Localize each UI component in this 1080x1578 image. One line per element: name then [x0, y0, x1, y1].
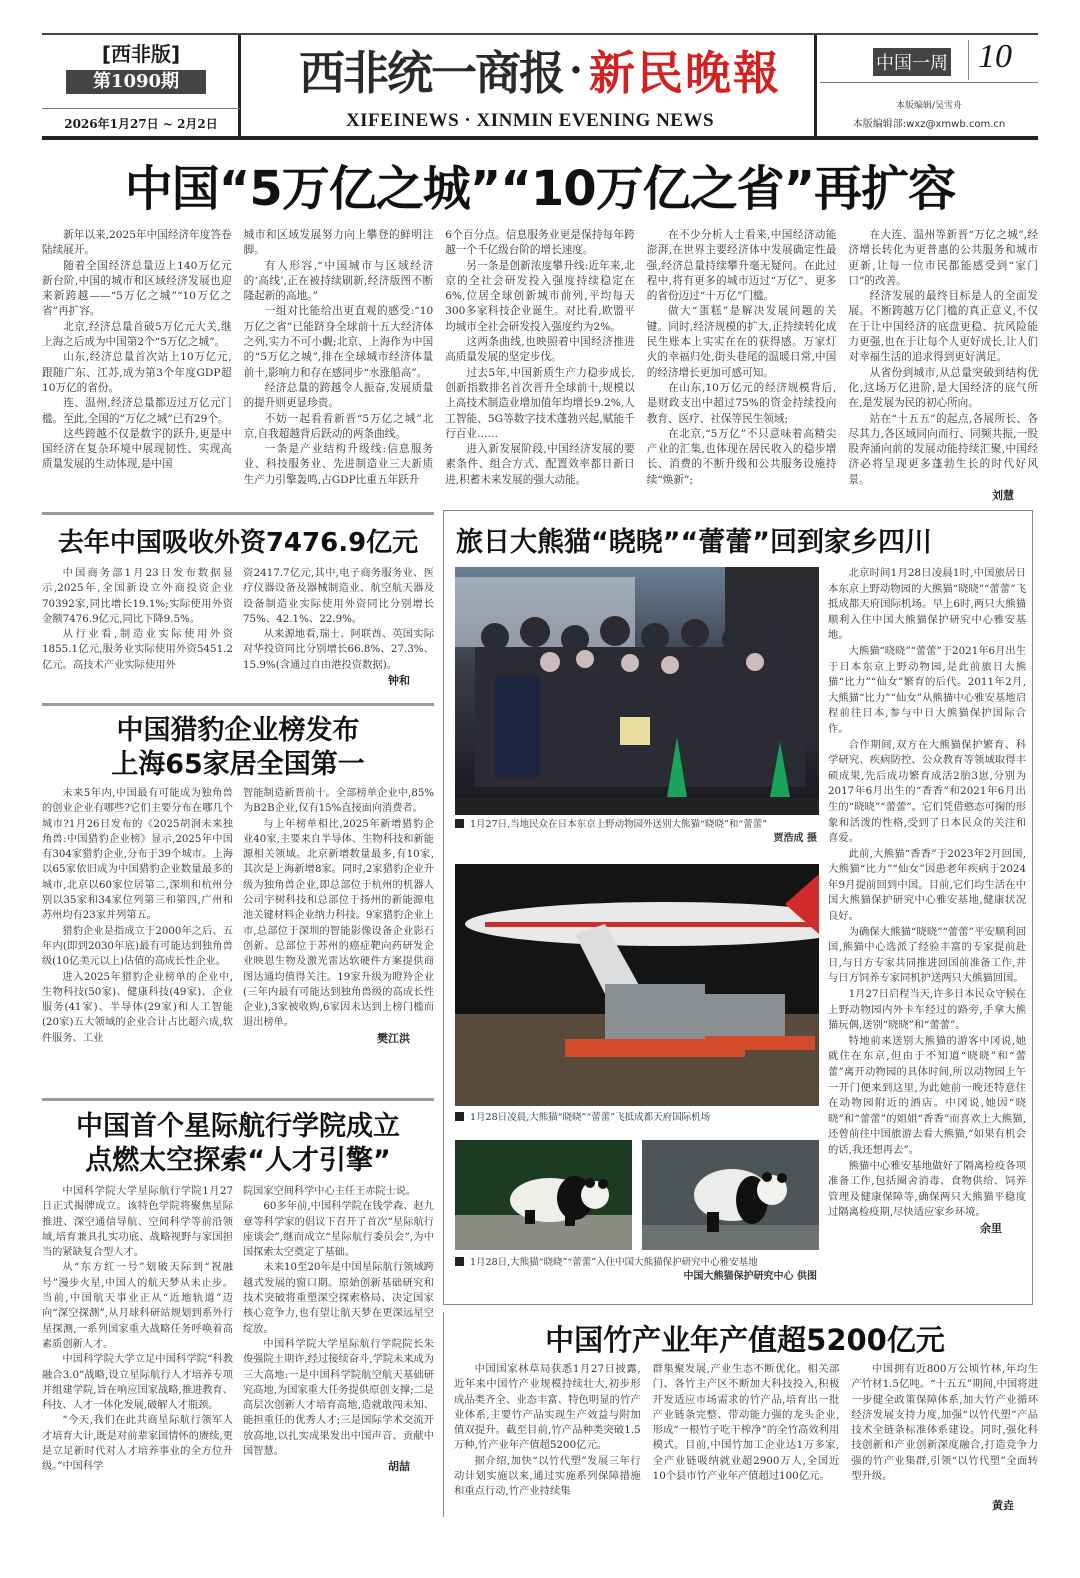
headline-line: 上海65家居全国第一 [111, 749, 365, 780]
paragraph: 6个百分点。信息服务业更是保持每年跨越一个千亿级台阶的增长速度。 [445, 229, 635, 257]
paragraph: 此前,大熊猫“香香”于2023年2月回国,大熊猫“比力”“仙女”因患老年疾病于2024年9月提前回到中国。目前,它们均生活在中国大熊猫保护研究中心雅安基地,健康状况良好。 [828, 847, 1026, 923]
section-rule [42, 1098, 434, 1101]
paragraph: 山东,经济总量首次站上10万亿元,跟随广东、江苏,成为第3个年度GDP超10万亿的省份。 [42, 351, 232, 394]
paragraph: 为确保大熊猫“晓晓”“蕾蕾”平安顺利回国,熊猫中心选派了经验丰富的专家提前赴日,与日方专家共同推进回国前准备工作,并与日方饲养专家同机护送两只大熊猫回国。 [828, 925, 1026, 985]
paragraph: 60多年前,中国科学院在钱学森、赵九章等科学家的倡议下召开了首次“星际航行座谈会”,继而成立“星际航行委员会”,为中国探索太空奠定了基础。 [243, 1201, 434, 1259]
caption-text: 1月28日,大熊猫“晓晓”“蕾蕾”入住中国大熊猫保护研究中心雅安基地 [470, 1257, 758, 1268]
bamboo-column-2 [653, 1362, 840, 1514]
headline-line: 点燃太空探索“人才引擎” [85, 1145, 391, 1176]
column-divider [443, 1312, 444, 1517]
airport-photo-icon [455, 864, 819, 1106]
photo-caption-2 [455, 1111, 817, 1125]
byline: 余里 [980, 1221, 1002, 1235]
paragraph: 大熊猫“晓晓”“蕾蕾”于2021年6月出生于日本东京上野动物园,是此前旅日大熊猫“比力”“仙女”繁育的后代。2011年2月,大熊猫“比力”“仙女”从熊猫中心雅安基地启程前往日本,参与中日大熊猫保护国际合作。 [828, 644, 1026, 735]
paragraph: 1月27日启程当天,许多日本民众守候在上野动物园内外卡车经过的路旁,手拿大熊猫玩偶,送别“晓晓”和“蕾蕾”。 [828, 988, 1026, 1032]
lead-headline: 中国“5万亿之城”“10万亿之省”再扩容 [124, 161, 956, 217]
page-number: 10 [978, 38, 1012, 75]
masthead-top-rule [42, 33, 1038, 35]
paragraph: 另一条是创新浓度攀升线:近年来,北京的全社会研发投入强度持续稳定在6%,位居全球创新城市前列,平均每天300多家科技企业诞生。对比看,欧盟平均城市全社会研发投入强度约为2%。 [445, 259, 635, 333]
paragraph: 据介绍,加快“以竹代塑”发展三年行动计划实施以来,通过实施系列保障措施和重点行动,竹产业持续集 [454, 1454, 641, 1498]
paragraph: 特地前来送别大熊猫的游客中冈说,她就住在东京,但由于不知道“晓晓”和“蕾蕾”离开动物园的具体时间,所以动物园上午一开门便来到这里,为此她前一晚还特意住在动物园附近的酒店。中冈说,她因“晓晓”和“蕾蕾”的姐姐“香香”而喜欢上大熊猫,还曾前往中国旅游去看大熊猫,“如果有机会的话,我还想再去”。 [828, 1034, 1026, 1156]
paragraph: 未来5年内,中国最有可能成为独角兽的创业企业有哪些?它们主要分布在哪几个城市?1月26日发布的《2025胡润未来独角兽:中国猎豹企业榜》显示,2025年中国有304家猎豹企业,分布于39个城市。上海以65家依旧成为中国猎豹企业数量最多的城市,北京以60家位居第二,深圳和杭州分别以35家和34家位列第三和第四,广州和苏州均有23家并列第五。 [42, 788, 233, 922]
date-range: 2026年1月27日 ~ 2月2日 [64, 117, 218, 131]
cheetah-story-body [42, 786, 434, 1046]
cheetah-column-2 [243, 786, 434, 1046]
paragraph: 过去5年,中国新质生产力稳步成长,创新指数排名首次晋升全球前十,规模以上高技术制造业增加值年均增长9.2%,人工智能、5G等数字技术蓬勃兴起,赋能千行百业…… [445, 366, 635, 440]
lead-column-3 [445, 228, 635, 498]
bamboo-column-3 [851, 1362, 1038, 1514]
logo-xifei: 西非统一商报 [299, 46, 564, 100]
bamboo-column-1 [454, 1362, 641, 1514]
paragraph: 智能制造新晋前十。全部榜单企业中,85%为B2B企业,仅有15%直接面向消费者。 [243, 788, 434, 815]
paragraph: 猎豹企业是指成立于2000年之后、五年内(即到2030年底)最有可能达到独角兽级(10亿美元以上)估值的高成长性企业。 [42, 925, 233, 968]
masthead-divider-right [814, 35, 817, 136]
paragraph: 连、温州,经济总量都迈过万亿元门槛。至此,全国的“万亿之城”已有29个。 [42, 397, 232, 425]
paragraph: 进入新发展阶段,中国经济发展的要素条件、组合方式、配置效率都日新日进,积蓄未来发展的强大动能。 [445, 443, 635, 486]
paragraph: 做大“蛋糕”是解决发展问题的关键。同时,经济规模的扩大,正持续转化成民生账本上实实在在的获得感。万家灯火的幸福归处,街头巷尾的温暖日常,中国的经济增长更加可感可知。 [646, 305, 837, 379]
photo-crowd-farewell [455, 567, 819, 815]
paragraph: 经济发展的最终目标是人的全面发展。不断跨越万亿门槛的真正意义,不仅在于让中国经济的底盘更稳、抗风险能力更强,也在于让每个人更好成长,让人们对幸福生活的追求得到更好满足。 [848, 290, 1038, 364]
divider [820, 82, 1038, 83]
issue-number: 第1090期 [66, 70, 206, 94]
masthead-bottom-rule [42, 136, 1038, 140]
bamboo-story-body [454, 1362, 1038, 1514]
paragraph: 在北京,“5万亿”不只意味着高精尖产业的汇集,也体现在居民收入的稳步增长、消费的不断升级和公共服务设施持续“焕新”; [646, 427, 837, 486]
caption-marker-icon [455, 1112, 464, 1121]
photo-airport-arrival [455, 864, 819, 1106]
lead-column-1 [42, 228, 232, 498]
divider [968, 40, 969, 80]
byline: 刘慧 [991, 489, 1014, 503]
panda-photo-icon [455, 1140, 632, 1250]
paragraph: 进入2025年猎豹企业榜单的企业中,生物科技(50家)、健康科技(49家)、企业服务(41家)、半导体(29家)和人工智能(20家)五大领域的企业合计占比超六成,软件服务、工业 [42, 971, 233, 1044]
space-story-body [42, 1184, 434, 1475]
headline-line: 中国猎豹企业榜发布 [116, 715, 360, 746]
space-headline [42, 1110, 434, 1178]
space-column-1 [42, 1184, 233, 1475]
paragraph: 经济总量的跨越令人振奋,发展质量的提升则更显珍贵。 [243, 381, 434, 410]
paragraph: 中国商务部1月23日发布数据显示,2025年,全国新设立外商投资企业70392家,同比增长19.1%;实际使用外资金额7476.9亿元,同比下降9.5%。 [42, 567, 233, 625]
fdi-headline: 去年中国吸收外资7476.9亿元 [57, 528, 419, 558]
section-tag: 中国一周 [873, 48, 951, 76]
byline: 胡喆 [388, 1460, 410, 1474]
photo-caption-3 [455, 1256, 817, 1284]
byline: 钟和 [388, 674, 410, 688]
paragraph: 一组对比能给出更直观的感受:“10万亿之省”已能跻身全球前十五大经济体之列,实力不可小觑;北京、上海作为中国的“5万亿之城”,排在全球城市经济体量前十,影响力和存在感同步“水涨船高”。 [243, 305, 434, 379]
paragraph: 有人形容,“中国城市与区域经济的‘高线’,正在被持续刷新,经济版图不断隆起新的高地。” [243, 259, 434, 303]
logo-separator: · [569, 46, 583, 94]
crowd-photo-icon [455, 567, 819, 815]
paragraph: 中国拥有近800万公顷竹林,年均生产竹材1.5亿吨。“十五五”期间,中国将进一步健全政策保障体系,加大竹产业循环经济发展支持力度,加强“以竹代塑”产品技术全链条标准体系建设。同时,强化科技创新和产业创新深度融合,打造竞争力强的竹产业集群,引领“以竹代塑”全面转型升级。 [851, 1363, 1039, 1483]
newspaper-logo [270, 40, 810, 100]
paragraph: 新年以来,2025年中国经济年度答卷陆续展开。 [42, 229, 232, 257]
paragraph: 随着全国经济总量迈上140万亿元新台阶,中国的城市和区域经济发展也迎来新跨越——“5万亿之城”“10万亿之省”再扩容。 [42, 259, 232, 318]
photo-panda-xiaoxiao [455, 1140, 632, 1250]
paragraph: 在大连、温州等新晋“万亿之城”,经济增长转化为更普惠的公共服务和城市更新,让每一位市民都能感受到“家门口”的改善。 [848, 229, 1038, 287]
paragraph: 熊猫中心雅安基地做好了隔离检疫各项准备工作,包括圈舍消毒、食物供给、饲养管理及健康保障等,确保两只大熊猫平稳度过隔离检疫期,尽快适应家乡环境。 [828, 1159, 1026, 1219]
bamboo-headline: 中国竹产业年产值超5200亿元 [545, 1323, 945, 1357]
fdi-column-1 [42, 566, 233, 688]
paragraph: 城市和区域发展努力向上攀登的鲜明注脚。 [243, 229, 434, 257]
paragraph: 从省份到城市,从总量突破到结构优化,这场万亿进阶,是大国经济的底气所在,是发展为民的初心所向。 [848, 366, 1038, 410]
paragraph: 站在“十五五”的起点,各展所长、各尽其力,各区域同向而行、同频共振,一股股奔涌向前的发展动能持续汇聚,中国经济必将呈现更多蓬勃生长的时代好风景。 [848, 412, 1038, 486]
paragraph: 这些跨越不仅是数字的跃升,更是中国经济在复杂环境中展现韧性、实现高质量发展的生动体现,是中国 [42, 427, 232, 471]
paragraph: “今天,我们在此共商星际航行领军人才培育大计,既是对前辈家国情怀的赓续,更是立足新时代对人才培养事业的全方位升级。”中国科学 [42, 1415, 233, 1473]
section-rule [42, 512, 434, 515]
caption-text: 1月27日,当地民众在日本东京上野动物园外送别大熊猫“晓晓”和“蕾蕾” [470, 819, 768, 830]
caption-marker-icon [455, 819, 464, 828]
logo-xinmin: 新民晚報 [588, 46, 781, 100]
panda-headline: 旅日大熊猫“晓晓”“蕾蕾”回到家乡四川 [456, 527, 932, 558]
lead-column-5 [848, 228, 1038, 503]
panda-story-body [828, 566, 1026, 1237]
headline-line: 中国首个星际航行学院成立 [76, 1111, 400, 1142]
divider [42, 108, 240, 109]
paragraph: 中国科学院大学立足中国科学院“科教融合3.0”战略,设立星际航行人才培养专项并组建学院,旨在响应国家战略,推进教育、科技、人才一体化发展,破解人才瓶颈。 [42, 1354, 233, 1412]
paragraph: 未来10至20年是中国星际航行领域跨越式发展的窗口期。原始创新基础研究和技术突破将重塑深空探索格局、决定国家核心竞争力,也有望让航天梦在更深远星空绽放。 [243, 1262, 434, 1335]
section-rule [42, 703, 434, 706]
fdi-column-2 [243, 566, 434, 688]
edition-label: [西非版] [101, 42, 181, 66]
paragraph: 群集聚发展,产业生态不断优化。相关部门、各竹主产区不断加大科技投入,积极开发适应市场需求的竹产品,培育出一批产业链条完整、带动能力强的龙头企业,形成“一根竹子吃干榨净”的全竹高效利用模式。目前,中国竹加工企业达1万多家,全产业链吸纳就业超2900万人,全国近10个县市竹产业年产值超过100亿元。 [652, 1363, 840, 1483]
cheetah-column-1 [42, 786, 233, 1046]
photo-credit: 贾浩成 摄 [773, 833, 817, 844]
caption-text: 1月28日凌晨,大熊猫“晓晓”“蕾蕾”飞抵成都天府国际机场 [470, 1112, 711, 1123]
lead-column-2 [244, 228, 434, 498]
space-column-2 [243, 1184, 434, 1475]
lead-story-body [42, 228, 1038, 503]
paragraph: 从行业看,制造业实际使用外资1855.1亿元,服务业实际使用外资5451.2亿元。高技术产业实际使用外 [42, 628, 233, 671]
page-editor: 本版编辑/吴雪舟 [895, 101, 963, 111]
photo-credit: 中国大熊猫保护研究中心 供图 [683, 1271, 817, 1282]
photo-caption-1 [455, 818, 817, 846]
cheetah-headline [42, 714, 434, 782]
editorial-contact: 本版编辑部:wxz@xmwb.com.cn [852, 119, 1006, 130]
lead-column-4 [647, 228, 837, 498]
paragraph: 北京,经济总量首破5万亿元大关,继上海之后成为中国第2个“5万亿之城”。 [42, 320, 232, 349]
fdi-story-body [42, 566, 434, 688]
paragraph: 一条是产业结构升级线:信息服务业、科技服务业、先进制造业三大新质生产力引擎轰鸣,占GDP比重五年跃升 [243, 443, 434, 486]
paragraph: 北京时间1月28日凌晨1时,中国旅居日本东京上野动物园的大熊猫“晓晓”“蕾蕾”飞抵成都天府国际机场。早上6时,两只大熊猫顺利入住中国大熊猫保护研究中心雅安基地。 [828, 567, 1026, 642]
paragraph: 在山东,10万亿元的经济规模背后,是财政支出中超过75%的资金持续投向教育、医疗、社保等民生领域; [646, 381, 837, 425]
logo-english: XIFEINEWS · XINMIN EVENING NEWS [345, 110, 715, 131]
caption-marker-icon [455, 1257, 464, 1266]
paragraph: 资2417.7亿元,其中,电子商务服务业、医疗仪器设备及器械制造业、航空航天器及设备制造业实际使用外资同比分别增长75%、42.1%、22.9%。 [243, 567, 434, 625]
byline: 樊江洪 [377, 1031, 410, 1045]
paragraph: 与上年榜单相比,2025年新增猎豹企业40家,主要来自半导体、生物科技和新能源相关领域。北京新增数量最多,有10家,其次是上海新增8家。同时,2家猎豹企业升级为独角兽企业,即总部位于杭州的机器人公司宇树科技和总部位于扬州的新能源电池关键材料企业纳力科技。9家猎豹企业上市,总部位于深圳的智能影像设备企业影石创新、总部位于苏州的癌症靶向药研发企业映恩生物及激光雷达软硬件方案提供商图达通均值得关注。19家升级为瞪羚企业(三年内最有可能达到独角兽级的高成长性企业),3家被收购,6家因未达到上榜门槛而退出榜单。 [243, 818, 434, 1029]
panda-photo-icon [642, 1140, 819, 1250]
paragraph: 院国家空间科学中心主任王赤院士说。 [243, 1186, 417, 1197]
paragraph: 从来源地看,瑞士、阿联酋、英国实际对华投资同比分别增长66.8%、27.3%、15.9%(含通过自由港投资数据)。 [243, 628, 434, 671]
paragraph: 中国科学院大学星际航行学院院长朱俊强院士期许,经过接续奋斗,学院未来成为三大高地:一是中国科学院航空航天基础研究高地,为国家重大任务提供原创支撑;二是高层次创新人才培育高地,造就敢闯未知、能担重任的优秀人才;三是国际学术交流开放高地,以扎实成果发出中国声音、贡献中国智慧。 [243, 1338, 434, 1458]
paragraph: 中国国家林草局获悉1月27日披露,近年来中国竹产业规模持续壮大,初步形成品类齐全、业态丰富、特色明显的竹产业体系,主要竹产品实现生产效益与附加值双提升。截至目前,竹产品种类突破1.5万种,竹产业年产值超5200亿元。 [454, 1363, 641, 1452]
paragraph: 中国科学院大学星际航行学院1月27日正式揭牌成立。该特色学院将聚焦星际推进、深空通信导航、空间科学等前沿领域,培育兼具扎实功底、战略视野与家国担当的紧缺复合型人才。 [42, 1186, 233, 1259]
paragraph: 这两条曲线,也映照着中国经济推进高质量发展的坚定步伐。 [445, 336, 635, 364]
byline: 黄垚 [992, 1499, 1015, 1513]
paragraph: 合作期间,双方在大熊猫保护繁育、科学研究、疾病防控、公众教育等领域取得丰硕成果,先后成功繁育成活2胎3崽,分别为2017年6月出生的“香香”和2021年6月出生的“晓晓”“蕾蕾”。它们凭借憨态可掬的形象和活泼的性格,受到了日本民众的关注和喜爱。 [828, 738, 1026, 845]
paragraph: 从“东方红一号”划破天际到“祝融号”漫步火星,中国人的航天梦从未止步。当前,中国航天事业正从“近地轨道”迈向“深空探测”,从月球科研站规划到系外行星探测,一系列国家重大战略任务呼唤着高素质创新人才。 [42, 1262, 233, 1350]
paragraph: 在不少分析人士看来,中国经济动能澎湃,在世界主要经济体中发展确定性最强,经济总量持续攀升毫无疑问。在此过程中,将有更多的城市迈过“万亿”、更多的省份迈过“十万亿”门槛。 [646, 229, 837, 303]
paragraph: 不妨一起看看新晋“5万亿之城”北京,自我超越背后跃动的两条曲线。 [243, 412, 434, 440]
photo-panda-leilei [642, 1140, 819, 1250]
